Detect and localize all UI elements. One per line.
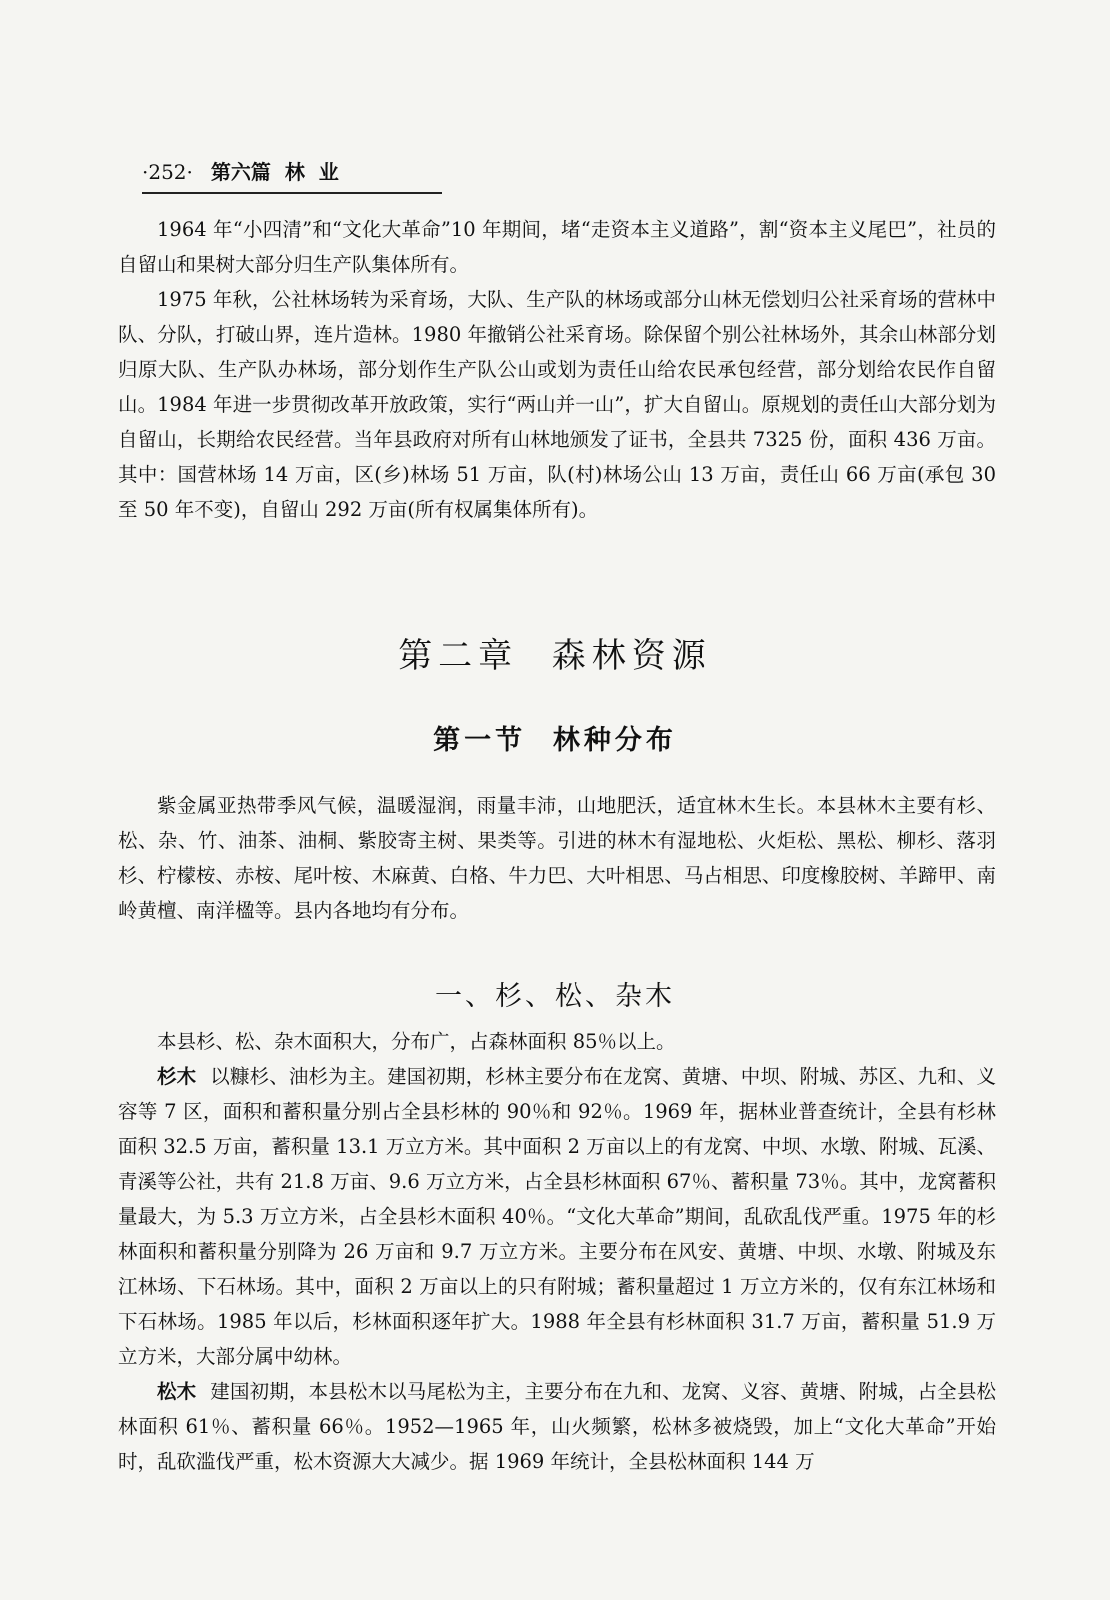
paragraph: 本县杉、松、杂木面积大，分布广，占森林面积 85％以上。 bbox=[157, 1030, 676, 1053]
fir-paragraph bbox=[118, 1059, 996, 1374]
section-text-block bbox=[118, 788, 996, 928]
page-number: ·252· bbox=[142, 160, 193, 184]
intro-text-block bbox=[118, 212, 996, 527]
pine-paragraph bbox=[118, 1374, 996, 1479]
paragraph: 紫金属亚热带季风气候，温暖湿润，雨量丰沛，山地肥沃，适宜林木生长。本县林木主要有杉、松、杂、竹、油茶、油桐、紫胶寄主树、果类等。引进的林木有湿地松、火炬松、黑松、柳杉、落羽杉、柠檬桉、赤桉、尾叶桉、木麻黄、白格、牛力巴、大叶相思、马占相思、印度橡胶树、羊蹄甲、南岭黄檀、南洋楹等。县内各地均有分布。 bbox=[118, 794, 996, 922]
subsection-title: 一、杉、松、杂木 bbox=[435, 981, 675, 1012]
paragraph: 1975 年秋，公社林场转为采育场，大队、生产队的林场或部分山林无偿划归公社采育场的营林中队、分队，打破山界，连片造林。1980 年撤销公社采育场。除保留个别公社林场外，其余山林部分划归原大队、生产队办林场，部分划作生产队公山或划为责任山给农民承包经营，部分划给农民作自留山。1984 年进一步贯彻改革开放政策，实行“两山并一山”，扩大自留山。原规划的责任山大部分划为自留山，长期给农民经营。当年县政府对所有山林地颁发了证书，全县共 7325 份，面积 436 万亩。其中：国营林场 14 万亩，区(乡)林场 51 万亩，队(村)林场公山 13 万亩，责任山 66 万亩(承包 30 至 50 年不变)，自留山 292 万亩(所有权属集体所有)。 bbox=[118, 288, 996, 521]
fir-text: 以糠杉、油杉为主。建国初期，杉林主要分布在龙窝、黄塘、中坝、附城、苏区、九和、义容等 7 区，面积和蓄积量分别占全县杉林的 90％和 92％。1969 年，据林业普查统计，全县有杉林面积 32.5 万亩，蓄积量 13.1 万立方米。其中面积 2 万亩以上的有龙窝、中坝、水墩、附城、瓦溪、青溪等公社，共有 21.8 万亩、9.6 万立方米，占全县杉林面积 67％、蓄积量 73％。其中，龙窝蓄积量最大，为 5.3 万立方米，占全县杉木面积 40％。“文化大革命”期间，乱砍乱伐严重。1975 年的杉林面积和蓄积量分别降为 26 万亩和 9.7 万立方米。主要分布在风安、黄塘、中坝、水墩、附城及东江林场、下石林场。其中，面积 2 万亩以上的只有附城；蓄积量超过 1 万立方米的，仅有东江林场和下石林场。1985 年以后，杉林面积逐年扩大。1988 年全县有杉林面积 31.7 万亩，蓄积量 51.9 万立方米，大部分属中幼林。 bbox=[118, 1065, 996, 1368]
fir-term: 杉木 bbox=[157, 1065, 197, 1088]
paragraph: 1964 年“小四清”和“文化大革命”10 年期间，堵“走资本主义道路”，割“资本主义尾巴”，社员的自留山和果树大部分归生产队集体所有。 bbox=[118, 218, 996, 276]
pine-text: 建国初期，本县松木以马尾松为主，主要分布在九和、龙窝、义容、黄塘、附城，占全县松林面积 61％、蓄积量 66％。1952—1965 年，山火频繁，松林多被烧毁，加上“文化大革命”开始时，乱砍滥伐严重，松木资源大大减少。据 1969 年统计，全县松林面积 144 万 bbox=[118, 1380, 996, 1473]
running-header bbox=[142, 156, 442, 194]
section-title: 第一节 林种分布 bbox=[433, 725, 677, 756]
pine-term: 松木 bbox=[157, 1380, 197, 1403]
chapter-title: 第二章 森林资源 bbox=[398, 636, 712, 676]
subsection-text-block bbox=[118, 1024, 996, 1479]
part-title: 第六篇 林 业 bbox=[210, 160, 339, 184]
